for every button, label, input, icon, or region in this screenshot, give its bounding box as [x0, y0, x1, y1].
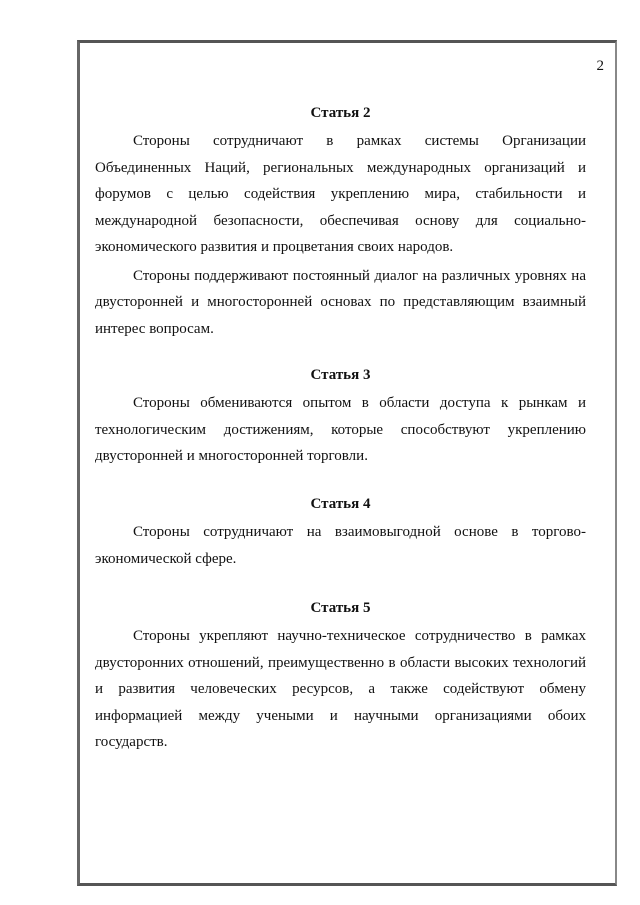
article-title: Статья 2 — [310, 105, 371, 121]
article-title: Статья 5 — [310, 600, 371, 616]
article-title: Статья 4 — [310, 496, 371, 512]
article-title: Статья 3 — [310, 367, 371, 383]
article-paragraph: Стороны обмениваются опытом в области доступа к рынкам и технологическим достижениям, которые способствуют укреплению двусторонней и многосторонней торговли. — [95, 395, 586, 464]
article-paragraph: Стороны укрепляют научно-техническое сотрудничество в рамках двусторонних отношений, преимущественно в области высоких технологий и развития человеческих ресурсов, а также содействуют обмену информацией между учеными и научными организациями обоих государств. — [95, 628, 586, 750]
article-5 — [95, 599, 586, 756]
article-paragraph: Стороны поддерживают постоянный диалог на различных уровнях на двусторонней и многосторонней основах по представляющим взаимный интерес вопросам. — [95, 267, 586, 337]
article-4 — [95, 495, 586, 572]
article-3 — [95, 366, 586, 470]
article-2 — [95, 104, 586, 342]
article-paragraph: Стороны сотрудничают на взаимовыгодной основе в торгово-экономической сфере. — [95, 524, 586, 567]
page-number: 2 — [596, 58, 604, 74]
article-paragraph: Стороны сотрудничают в рамках системы Организации Объединенных Наций, региональных международных организаций и форумов с целью содействия укреплению мира, стабильности и международной безопасности, обеспечивая основу для социально-экономического развития и процветания своих народов. — [95, 133, 586, 255]
